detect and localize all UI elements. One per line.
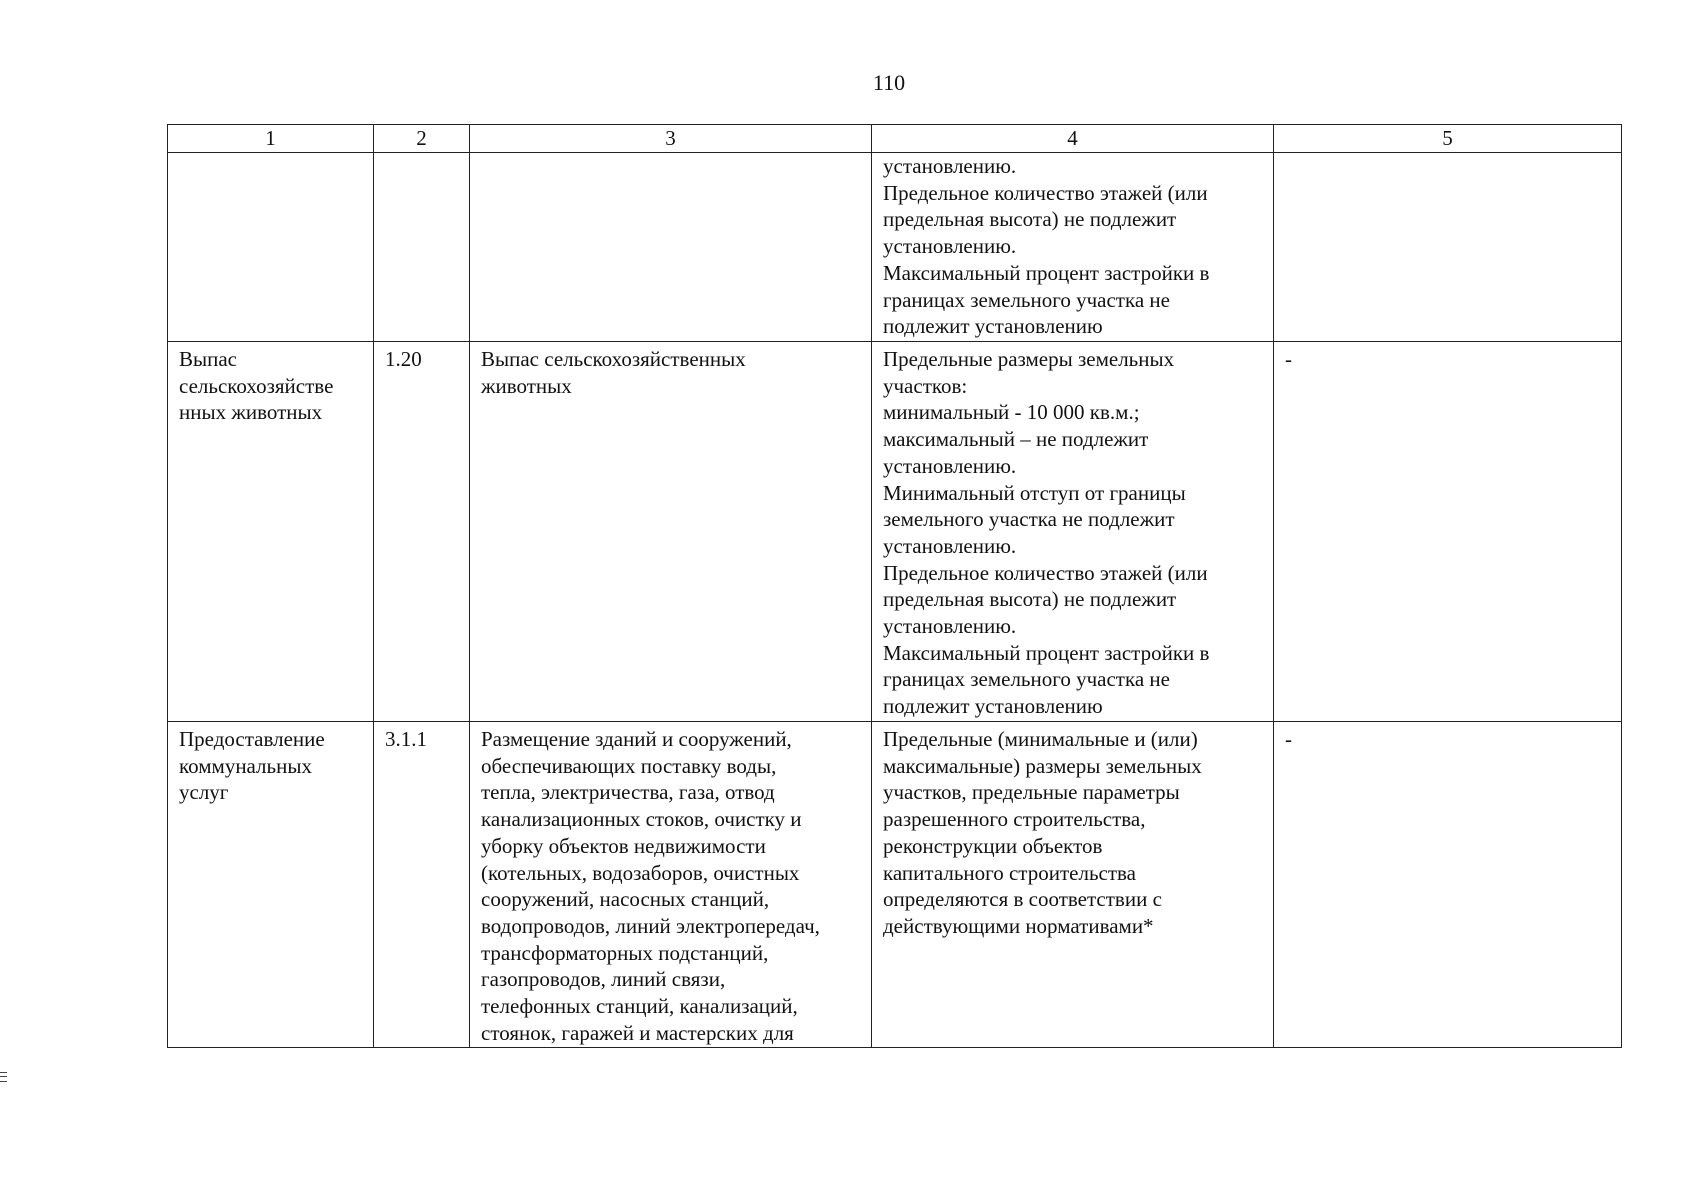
land-use-table (167, 124, 1622, 1048)
cell-parameters-text: установлению. Предельное количество этажей (или предельная высота) не подлежит установлению. Максимальный процент застройки в границах земельного участка не подлежит установлению (883, 154, 1210, 339)
column-header-1: 1 (168, 125, 374, 153)
cell-description (470, 153, 872, 342)
cell-description (470, 342, 872, 722)
column-header-3: 3 (470, 125, 872, 153)
cell-code-text: 3.1.1 (385, 727, 427, 751)
cell-parameters (872, 153, 1274, 342)
column-header-2: 2 (374, 125, 470, 153)
cell-parameters (872, 342, 1274, 722)
cell-description-text: Размещение зданий и сооружений, обеспечивающих поставку воды, тепла, электричества, газа, отвод канализационных стоков, очистку и уборку объектов недвижимости (котельных, водозаборов, очистных сооружений, насосных станций, водопроводов, линий электропередач, трансформаторных подстанций, газопроводов, линий связи, телефонных станций, канализаций, стоянок, гаражей и мастерских для (481, 727, 820, 1045)
cell-restrictions (1274, 342, 1622, 722)
cell-parameters (872, 722, 1274, 1048)
cell-parameters-text: Предельные размеры земельных участков: минимальный - 10 000 кв.м.; максимальный – не подлежит установлению. Минимальный отступ от границы земельного участка не подлежит установлению. Предельное количество этажей (или предельная высота) не подлежит установлению. Максимальный процент застройки в границах земельного участка не подлежит установлению (883, 347, 1210, 719)
cell-name (168, 722, 374, 1048)
cell-code (374, 153, 470, 342)
table-row (168, 342, 1622, 722)
cell-code (374, 722, 470, 1048)
cell-description-text: Выпас сельскохозяйственных животных (481, 347, 746, 398)
cell-code-text: 1.20 (385, 347, 422, 371)
cell-restrictions-text: - (1285, 347, 1292, 371)
cell-name (168, 153, 374, 342)
cell-name (168, 342, 374, 722)
page-number: 110 (872, 70, 906, 95)
cell-name-text: Выпас сельскохозяйстве нных животных (179, 347, 334, 425)
cell-description (470, 722, 872, 1048)
cell-parameters-text: Предельные (минимальные и (или) максимальные) размеры земельных участков, предельные параметры разрешенного строительства, реконструкции объектов капитального строительства определяются в соответствии с действующими нормативами* (883, 727, 1202, 938)
column-header-5: 5 (1274, 125, 1622, 153)
scan-margin-mark (0, 1072, 7, 1082)
column-header-4: 4 (872, 125, 1274, 153)
table-row (168, 153, 1622, 342)
table-header-row (168, 125, 1622, 153)
cell-code (374, 342, 470, 722)
cell-name-text: Предоставление коммунальных услуг (179, 727, 325, 805)
cell-restrictions (1274, 722, 1622, 1048)
cell-restrictions (1274, 153, 1622, 342)
cell-restrictions-text: - (1285, 727, 1292, 751)
table-row (168, 722, 1622, 1048)
